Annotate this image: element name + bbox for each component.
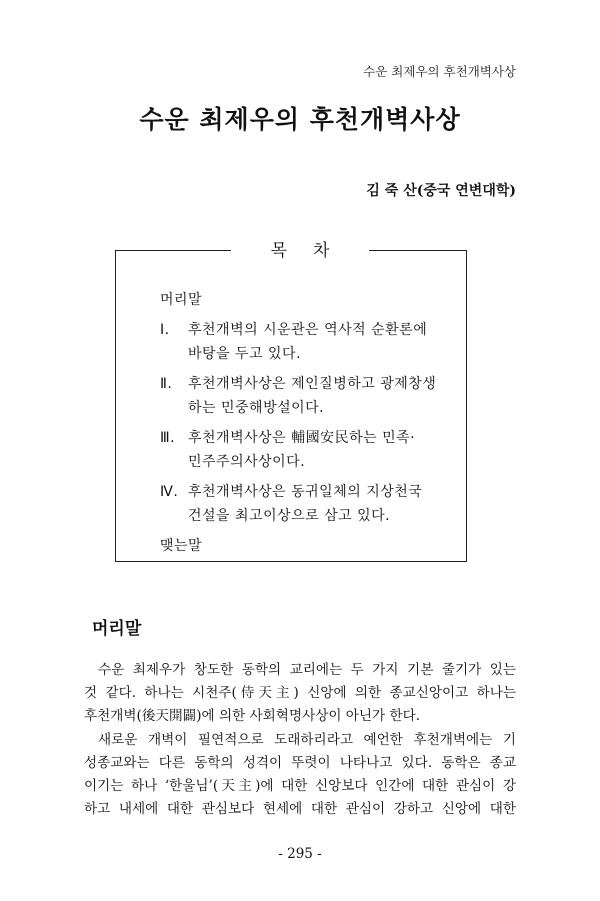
toc-item-3 — [160, 426, 470, 474]
page-number: - 295 - — [278, 846, 322, 862]
toc-item-1 — [160, 318, 470, 366]
toc-item-2 — [160, 372, 470, 420]
toc-item-number: Ⅳ. — [160, 484, 179, 500]
section-title: 머리말 — [92, 619, 142, 639]
toc-heading: 목차 — [231, 236, 370, 261]
body-line: 후천개벽(後天開闢)에 의한 사회혁명사상이 아닌가 한다. — [84, 708, 421, 725]
toc-outro: 맺는말 — [160, 538, 203, 554]
toc-item-text: 후천개벽사상은 제인질병하고 광제창생 — [188, 376, 437, 392]
toc-heading-wrap — [0, 236, 600, 261]
toc-intro: 머리말 — [160, 292, 203, 308]
toc-item-text-cont: 바탕을 두고 있다. — [188, 346, 302, 362]
body-line: 것 같다. 하나는 시천주(侍天主) 신앙에 의한 종교신앙이고 하나는 — [84, 685, 516, 702]
author-affiliation: 김 죽 산(중국 연변대학) — [366, 183, 516, 199]
body-line: 수운 최제우가 창도한 동학의 교리에는 두 가지 기본 줄기가 있는 — [98, 662, 516, 678]
toc-item-text-cont: 하는 민중해방설이다. — [188, 400, 325, 416]
toc-item-number: Ⅲ. — [160, 430, 176, 446]
body-line: 성종교와는 다른 동학의 성격이 뚜렷이 나타나고 있다. 동학은 종교 — [84, 754, 516, 771]
toc-item-number: Ⅱ. — [160, 376, 173, 392]
body-line: 이기는 하나 ‘한울님’(天主)에 대한 신앙보다 인간에 대한 관심이 강 — [84, 778, 516, 795]
body-text — [84, 659, 516, 821]
toc-item-text: 후천개벽사상은 輔國安民하는 민족· — [188, 430, 416, 446]
running-head: 수운 최제우의 후천개벽사상 — [363, 64, 516, 79]
toc-item-text: 후천개벽사상은 동귀일체의 지상천국 — [188, 484, 423, 500]
article-title: 수운 최제우의 후천개벽사상 — [139, 105, 461, 134]
toc-item-text: 후천개벽의 시운관은 역사적 순환론에 — [188, 322, 428, 338]
toc-item-text-cont: 건설을 최고이상으로 삼고 있다. — [188, 508, 391, 524]
body-line: 하고 내세에 대한 관심보다 현세에 대한 관심이 강하고 신앙에 대한 — [84, 801, 516, 818]
toc-item-4 — [160, 480, 470, 528]
toc-list — [160, 288, 470, 564]
body-line: 새로운 개벽이 필연적으로 도래하리라고 예언한 후천개벽에는 기 — [98, 731, 516, 748]
toc-item-text-cont: 민주주의사상이다. — [188, 454, 306, 470]
toc-item-number: Ⅰ. — [160, 322, 170, 338]
